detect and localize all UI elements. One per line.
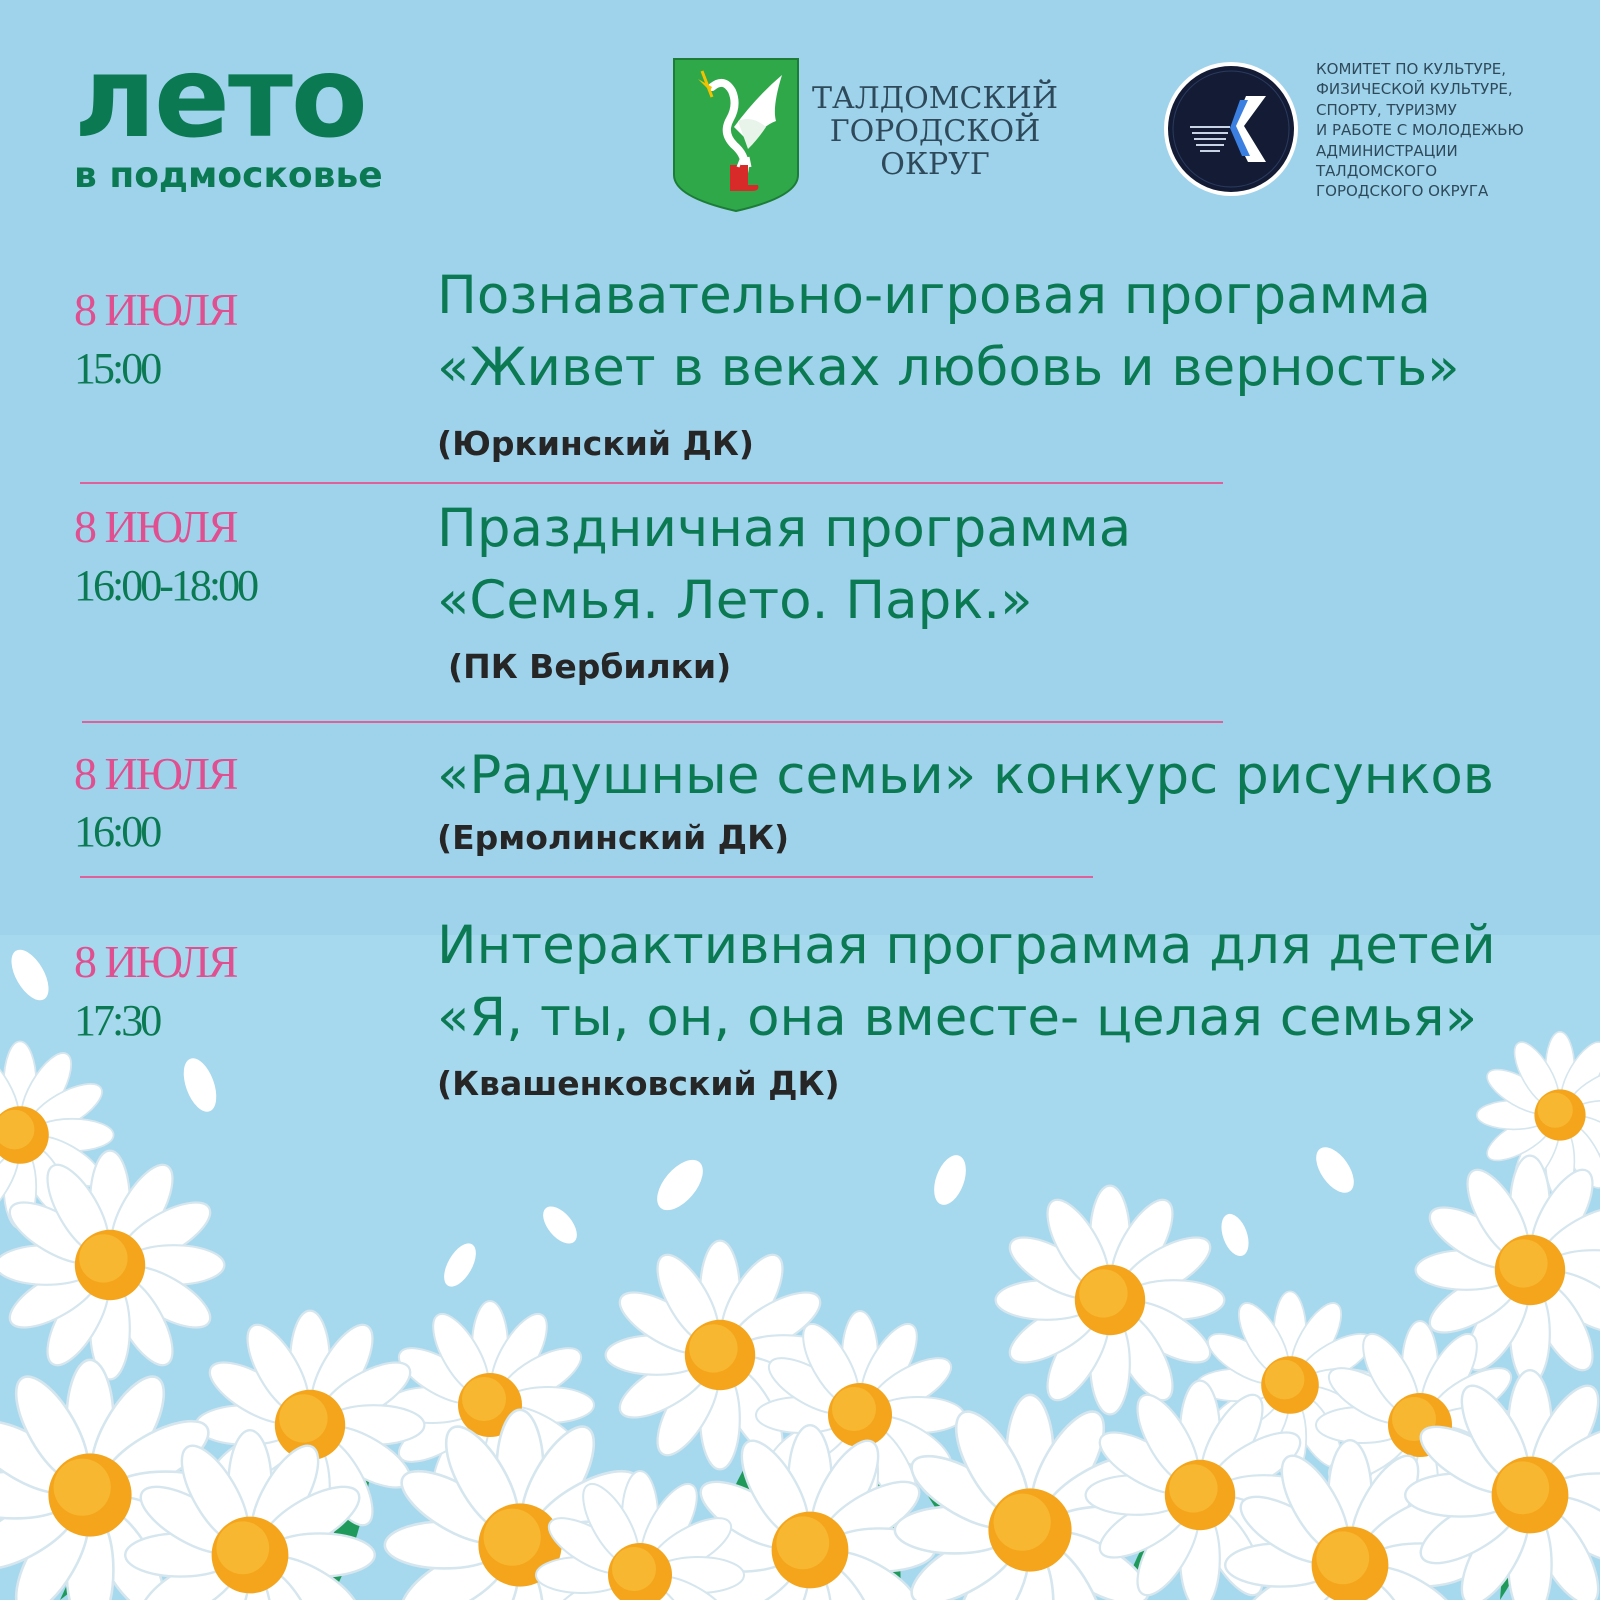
event-title: [437, 910, 1496, 1054]
committee-line: И РАБОТЕ С МОЛОДЕЖЬЮ: [1316, 121, 1524, 140]
district-line: ОКРУГ: [880, 147, 990, 182]
event-time: 16:00-18:00: [74, 561, 257, 610]
event-title-line: «Я, ты, он, она вместе- целая семья»: [437, 987, 1477, 1048]
committee-line: АДМИНИСТРАЦИИ: [1316, 141, 1458, 160]
event-date: 8 ИЮЛЯ: [74, 501, 237, 552]
event-time: 17:30: [74, 996, 160, 1045]
event-title-line: Интерактивная программа для детей: [437, 915, 1496, 976]
district-line: ТАЛДОМСКИЙ: [812, 81, 1058, 116]
event-title-line: «Радушные семьи» конкурс рисунков: [437, 745, 1495, 806]
committee-line: ТАЛДОМСКОГО: [1316, 162, 1438, 181]
event-title-line: Праздничная программа: [437, 498, 1132, 559]
district-name: [810, 82, 1060, 181]
committee-line: ГОРОДСКОГО ОКРУГА: [1316, 182, 1489, 201]
event-title-line: «Живет в веках любовь и верность»: [437, 337, 1460, 398]
event-title: [437, 260, 1460, 404]
committee-emblem-icon: [1162, 60, 1300, 198]
district-line: ГОРОДСКОЙ: [829, 114, 1041, 149]
event-venue: (ПК Вербилки): [448, 647, 732, 686]
event-time: 15:00: [74, 344, 160, 393]
event-title-line: Познавательно-игровая программа: [437, 265, 1432, 326]
event-venue: (Ермолинский ДК): [437, 818, 790, 857]
event-divider: [80, 876, 1093, 878]
committee-line: ФИЗИЧЕСКОЙ КУЛЬТУРЕ,: [1316, 80, 1513, 99]
event-venue: (Юркинский ДК): [437, 424, 754, 463]
event-divider: [82, 721, 1223, 723]
event-title-line: «Семья. Лето. Парк.»: [437, 570, 1033, 631]
event-divider: [80, 482, 1223, 484]
brand-subtitle: в подмосковье: [74, 155, 383, 196]
committee-name: [1316, 59, 1596, 202]
brand-title: лето: [74, 33, 366, 163]
event-venue: (Квашенковский ДК): [437, 1064, 840, 1103]
event-date: 8 ИЮЛЯ: [74, 284, 237, 335]
event-title: [437, 740, 1494, 812]
brand-logo: [74, 33, 383, 196]
crane-crest-icon: [672, 57, 800, 213]
event-date: 8 ИЮЛЯ: [74, 936, 237, 987]
event-title: [437, 493, 1131, 637]
committee-line: СПОРТУ, ТУРИЗМУ: [1316, 100, 1457, 119]
event-date: 8 ИЮЛЯ: [74, 748, 237, 799]
committee-line: КОМИТЕТ ПО КУЛЬТУРЕ,: [1316, 60, 1506, 78]
event-time: 16:00: [74, 807, 160, 856]
